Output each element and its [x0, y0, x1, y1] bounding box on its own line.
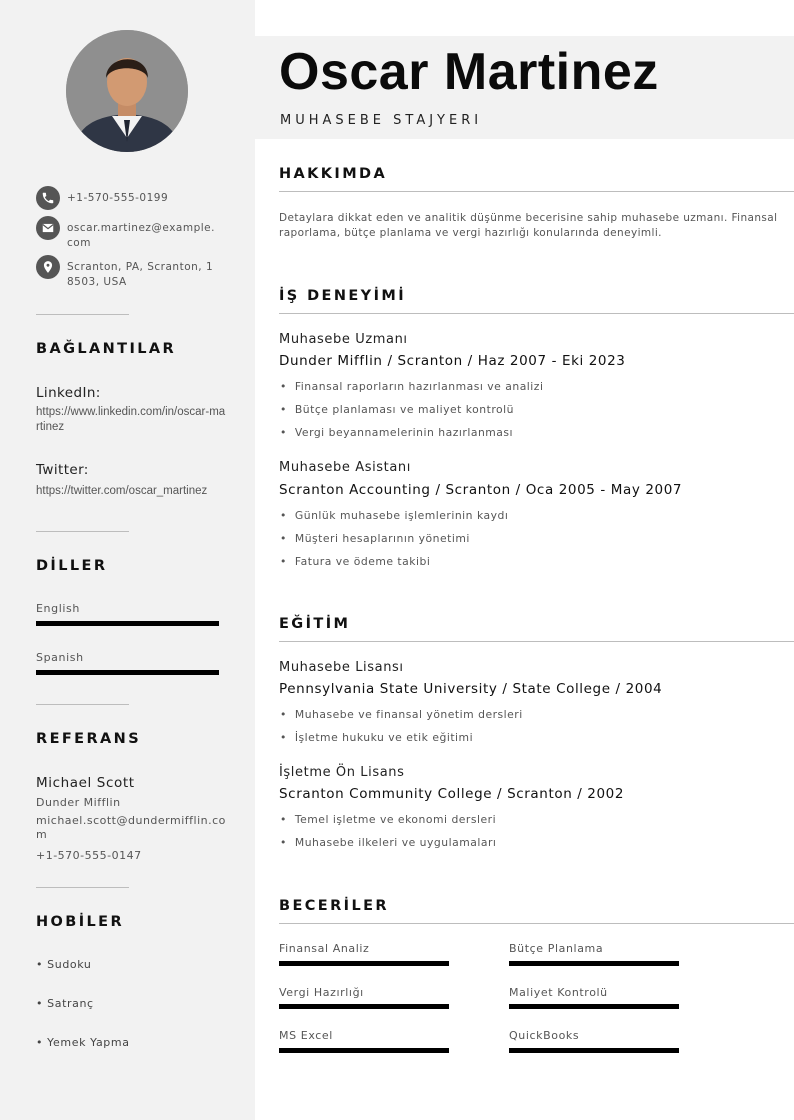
divider	[36, 887, 129, 888]
divider	[36, 314, 129, 315]
experience-subtitle: Scranton Accounting / Scranton / Oca 2005 - May 2007	[279, 482, 683, 498]
languages-heading: DİLLER	[36, 558, 108, 574]
skill-label: MS Excel	[279, 1029, 333, 1042]
experience-bullet: • Müşteri hesaplarının yönetimi	[280, 532, 470, 545]
contact-address	[36, 255, 219, 290]
reference-company: Dunder Mifflin	[36, 796, 121, 809]
skill-label: Maliyet Kontrolü	[509, 986, 608, 999]
language-label-english: English	[36, 602, 80, 615]
linkedin-link[interactable]: https://www.linkedin.com/in/oscar-martinez	[36, 406, 226, 433]
twitter-label: Twitter:	[36, 462, 89, 478]
education-title: İşletme Ön Lisans	[279, 765, 405, 780]
education-bullet: • Muhasebe ve finansal yönetim dersleri	[280, 708, 523, 721]
experience-title: Muhasebe Asistanı	[279, 460, 411, 475]
section-rule	[279, 313, 794, 314]
experience-bullet: • Fatura ve ödeme takibi	[280, 555, 430, 568]
email-icon	[36, 216, 60, 240]
candidate-name: Oscar Martinez	[279, 43, 659, 101]
skill-level-bar	[509, 1048, 679, 1053]
location-pin-icon	[36, 255, 60, 279]
section-rule	[279, 923, 794, 924]
about-text: Detaylara dikkat eden ve analitik düşünme becerisine sahip muhasebe uzmanı. Finansal raporlama, bütçe planlama ve vergi hazırlığı konularında deneyimli.	[279, 212, 778, 239]
experience-subtitle: Dunder Mifflin / Scranton / Haz 2007 - Eki 2023	[279, 353, 626, 369]
skill-label: Finansal Analiz	[279, 942, 370, 955]
education-subtitle: Scranton Community College / Scranton / 2002	[279, 786, 625, 802]
education-bullet: • İşletme hukuku ve etik eğitimi	[280, 731, 473, 744]
contact-email	[36, 216, 219, 251]
hobby-item: • Yemek Yapma	[36, 1036, 130, 1049]
skill-level-bar	[279, 961, 449, 966]
phone-text[interactable]: +1-570-555-0199	[67, 192, 169, 204]
section-rule	[279, 191, 794, 192]
linkedin-label: LinkedIn:	[36, 385, 101, 401]
education-heading: EĞİTİM	[279, 616, 351, 632]
education-bullet: • Muhasebe ilkeleri ve uygulamaları	[280, 836, 496, 849]
reference-email[interactable]: michael.scott@dundermifflin.com	[36, 814, 226, 841]
experience-bullet: • Bütçe planlaması ve maliyet kontrolü	[280, 403, 514, 416]
experience-heading: İŞ DENEYİMİ	[279, 288, 406, 304]
skill-level-bar	[509, 1004, 679, 1009]
divider	[36, 531, 129, 532]
skill-label: Bütçe Planlama	[509, 942, 604, 955]
experience-title: Muhasebe Uzmanı	[279, 332, 408, 347]
hobby-item: • Satranç	[36, 997, 94, 1010]
address-text: Scranton, PA, Scranton, 18503, USA	[67, 261, 214, 288]
reference-heading: REFERANS	[36, 731, 142, 747]
skill-label: Vergi Hazırlığı	[279, 986, 364, 999]
language-level-bar-spanish	[36, 670, 219, 675]
about-heading: HAKKIMDA	[279, 166, 388, 182]
hobby-item: • Sudoku	[36, 958, 92, 971]
skill-level-bar	[279, 1048, 449, 1053]
avatar-icon	[66, 30, 188, 152]
education-title: Muhasebe Lisansı	[279, 660, 404, 675]
reference-phone[interactable]: +1-570-555-0147	[36, 849, 142, 862]
experience-bullet: • Günlük muhasebe işlemlerinin kaydı	[280, 509, 508, 522]
education-subtitle: Pennsylvania State University / State College / 2004	[279, 681, 663, 697]
links-heading: BAĞLANTILAR	[36, 341, 177, 357]
hobbies-heading: HOBİLER	[36, 914, 125, 930]
section-rule	[279, 641, 794, 642]
language-label-spanish: Spanish	[36, 651, 84, 664]
profile-photo	[66, 30, 188, 152]
experience-bullet: • Vergi beyannamelerinin hazırlanması	[280, 426, 513, 439]
education-bullet: • Temel işletme ve ekonomi dersleri	[280, 813, 496, 826]
divider	[36, 704, 129, 705]
skill-label: QuickBooks	[509, 1029, 580, 1042]
reference-name: Michael Scott	[36, 775, 135, 791]
skills-heading: BECERİLER	[279, 898, 389, 914]
twitter-link[interactable]: https://twitter.com/oscar_martinez	[36, 485, 208, 497]
language-level-bar-english	[36, 621, 219, 626]
skill-level-bar	[509, 961, 679, 966]
email-text[interactable]: oscar.martinez@example.com	[67, 222, 215, 249]
job-title: MUHASEBE STAJYERI	[280, 113, 483, 128]
skill-level-bar	[279, 1004, 449, 1009]
contact-phone	[36, 186, 219, 210]
experience-bullet: • Finansal raporların hazırlanması ve analizi	[280, 380, 543, 393]
phone-icon	[36, 186, 60, 210]
